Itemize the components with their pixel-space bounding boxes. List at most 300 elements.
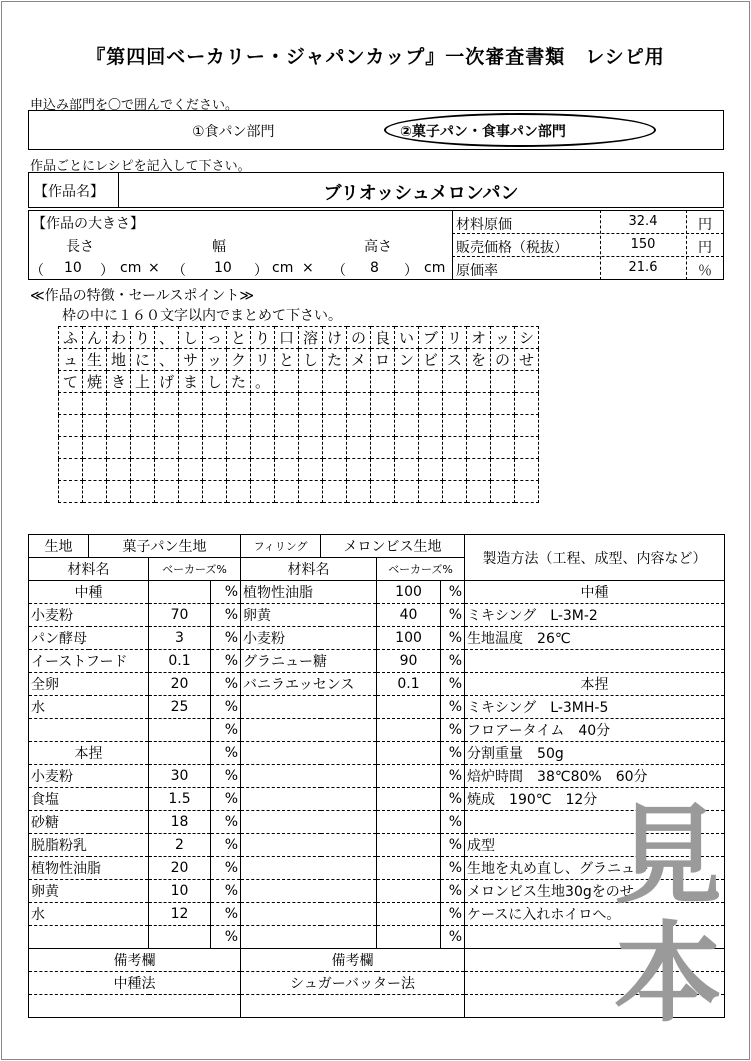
features-grid-cell[interactable] <box>131 437 155 459</box>
dough-percent[interactable] <box>149 926 211 949</box>
features-grid-cell[interactable]: け <box>323 327 347 349</box>
features-grid-cell[interactable] <box>467 415 491 437</box>
length-label: 長さ <box>66 239 94 255</box>
features-grid-cell[interactable]: た <box>227 371 251 393</box>
dough-percent[interactable]: 3 <box>149 627 211 650</box>
method-step[interactable] <box>465 650 725 673</box>
features-grid-cell[interactable] <box>515 481 539 503</box>
filling-bakers-percent-header: ベーカーズ% <box>377 558 465 581</box>
method-step[interactable]: メロンビス生地30gをのせ <box>465 880 725 903</box>
features-grid-cell[interactable] <box>419 415 443 437</box>
features-grid-cell[interactable]: ッ <box>491 327 515 349</box>
features-grid-cell[interactable]: 、 <box>155 327 179 349</box>
features-grid-cell[interactable] <box>299 415 323 437</box>
dough-percent[interactable]: 20 <box>149 673 211 696</box>
percent-sign: % <box>211 834 241 857</box>
features-grid-cell[interactable]: い <box>395 327 419 349</box>
filling-material[interactable] <box>241 742 377 765</box>
features-grid-cell[interactable]: っ <box>203 327 227 349</box>
filling-material[interactable]: 卵黄 <box>241 604 377 627</box>
features-grid-cell[interactable] <box>419 481 443 503</box>
features-grid-cell[interactable] <box>107 415 131 437</box>
dough-percent[interactable]: 70 <box>149 604 211 627</box>
filling-percent[interactable] <box>377 696 441 719</box>
sample-watermark: 見本 <box>613 794 722 1037</box>
remarks-dough[interactable]: 中種法 <box>29 972 241 995</box>
features-grid-cell[interactable]: し <box>299 349 323 371</box>
features-grid-cell[interactable] <box>251 393 275 415</box>
filling-material[interactable] <box>241 811 377 834</box>
features-grid-cell[interactable] <box>83 415 107 437</box>
features-grid-cell[interactable]: ン <box>395 349 419 371</box>
percent-sign: % <box>211 742 241 765</box>
features-grid-cell[interactable]: り <box>251 327 275 349</box>
percent-sign: % <box>441 742 465 765</box>
features-grid-cell[interactable]: 生 <box>83 349 107 371</box>
features-grid-cell[interactable] <box>443 415 467 437</box>
features-grid-cell[interactable]: げ <box>155 371 179 393</box>
features-grid-cell[interactable]: ッ <box>203 349 227 371</box>
cost-unit: 円 <box>698 217 712 233</box>
features-grid-cell[interactable] <box>515 371 539 393</box>
dough-material[interactable] <box>29 719 149 742</box>
features-grid-cell[interactable] <box>371 415 395 437</box>
features-grid-cell[interactable]: 地 <box>107 349 131 371</box>
dough-percent[interactable]: 1.5 <box>149 788 211 811</box>
features-grid-cell[interactable]: き <box>107 371 131 393</box>
features-grid-cell[interactable]: リ <box>251 349 275 371</box>
features-grid-cell[interactable] <box>491 459 515 481</box>
features-grid-cell[interactable]: ふ <box>59 327 83 349</box>
filling-percent[interactable] <box>377 857 441 880</box>
features-grid-row <box>59 371 539 393</box>
features-grid-cell[interactable] <box>227 393 251 415</box>
features-grid-cell[interactable] <box>347 481 371 503</box>
features-grid-cell[interactable] <box>299 459 323 481</box>
features-grid-cell[interactable]: せ <box>515 349 539 371</box>
percent-sign: % <box>441 788 465 811</box>
features-grid-cell[interactable] <box>275 481 299 503</box>
features-grid-cell[interactable] <box>107 459 131 481</box>
filling-percent[interactable]: 100 <box>377 627 441 650</box>
percent-sign: % <box>211 673 241 696</box>
features-grid-cell[interactable]: サ <box>179 349 203 371</box>
features-grid-cell[interactable]: ス <box>443 349 467 371</box>
dough-percent[interactable]: 20 <box>149 857 211 880</box>
features-grid-cell[interactable] <box>491 481 515 503</box>
features-grid-cell[interactable] <box>275 371 299 393</box>
filling-percent[interactable]: 90 <box>377 650 441 673</box>
features-grid-cell[interactable] <box>323 415 347 437</box>
filling-percent[interactable] <box>377 834 441 857</box>
features-grid-cell[interactable] <box>371 459 395 481</box>
features-grid-cell[interactable] <box>275 437 299 459</box>
features-grid-cell[interactable] <box>275 459 299 481</box>
features-grid-cell[interactable] <box>251 459 275 481</box>
method-step[interactable]: 焙炉時間 38℃80% 60分 <box>465 765 725 788</box>
features-grid-cell[interactable]: と <box>275 349 299 371</box>
department-instruction: 申込み部門を〇で囲んでください。 <box>30 98 239 113</box>
features-grid-cell[interactable] <box>419 393 443 415</box>
features-grid-cell[interactable] <box>443 371 467 393</box>
features-grid-cell[interactable] <box>59 437 83 459</box>
dough-material[interactable] <box>29 926 149 949</box>
features-grid-cell[interactable] <box>491 393 515 415</box>
dough-percent[interactable]: 30 <box>149 765 211 788</box>
features-grid-cell[interactable]: 上 <box>131 371 155 393</box>
features-grid-cell[interactable] <box>83 393 107 415</box>
unit-cm: cm <box>424 260 446 276</box>
width-value[interactable]: 10 <box>214 260 232 276</box>
features-grid-cell[interactable] <box>107 393 131 415</box>
features-grid-cell[interactable]: の <box>347 327 371 349</box>
dough-material[interactable]: 中種 <box>29 581 149 604</box>
method-step[interactable]: 生地を丸め直し、グラニュー <box>465 857 725 880</box>
features-grid-cell[interactable] <box>395 481 419 503</box>
filling-material[interactable]: 植物性油脂 <box>241 581 377 604</box>
features-grid-cell[interactable] <box>59 459 83 481</box>
filling-material[interactable] <box>241 788 377 811</box>
features-grid-row <box>59 349 539 371</box>
dough-material[interactable]: 小麦粉 <box>29 765 149 788</box>
bakers-percent-header: ベーカーズ% <box>149 558 241 581</box>
dough-material[interactable]: パン酵母 <box>29 627 149 650</box>
filling-percent[interactable] <box>377 880 441 903</box>
features-grid-row <box>59 481 539 503</box>
filling-material-header: 材料名 <box>241 558 377 581</box>
features-grid-cell[interactable]: ブ <box>419 327 443 349</box>
paren-close: ） <box>254 263 268 279</box>
features-grid-cell[interactable] <box>347 459 371 481</box>
features-grid-cell[interactable] <box>275 415 299 437</box>
features-grid-cell[interactable]: の <box>491 349 515 371</box>
percent-sign: % <box>441 811 465 834</box>
features-grid-row <box>59 393 539 415</box>
features-grid-cell[interactable] <box>299 437 323 459</box>
method-step[interactable]: フロアータイム 40分 <box>465 719 725 742</box>
dough-percent[interactable] <box>149 581 211 604</box>
features-grid-cell[interactable]: リ <box>443 327 467 349</box>
features-grid-cell[interactable] <box>155 437 179 459</box>
features-grid-cell[interactable] <box>131 393 155 415</box>
features-grid-cell[interactable] <box>107 437 131 459</box>
features-grid-cell[interactable] <box>251 437 275 459</box>
dough-material[interactable]: 水 <box>29 696 149 719</box>
filling-percent[interactable]: 40 <box>377 604 441 627</box>
features-grid-cell[interactable]: オ <box>467 327 491 349</box>
features-grid-cell[interactable] <box>155 481 179 503</box>
features-grid-cell[interactable] <box>179 393 203 415</box>
features-grid-cell[interactable]: を <box>467 349 491 371</box>
features-grid-cell[interactable]: ュ <box>59 349 83 371</box>
remarks-filling[interactable]: シュガーバッター法 <box>241 972 465 995</box>
method-step[interactable]: 生地温度 26℃ <box>465 627 725 650</box>
features-grid-cell[interactable] <box>443 437 467 459</box>
features-grid-cell[interactable] <box>419 459 443 481</box>
sale-price-value[interactable]: 150 <box>630 237 656 252</box>
filling-material[interactable] <box>241 834 377 857</box>
dough-material[interactable]: 植物性油脂 <box>29 857 149 880</box>
filling-percent[interactable] <box>377 788 441 811</box>
filling-percent[interactable] <box>377 811 441 834</box>
features-grid-cell[interactable] <box>323 459 347 481</box>
filling-percent[interactable] <box>377 765 441 788</box>
dough-material[interactable]: イーストフード <box>29 650 149 673</box>
features-grid-cell[interactable] <box>131 481 155 503</box>
percent-sign: % <box>211 627 241 650</box>
features-grid-cell[interactable] <box>371 393 395 415</box>
recipe-instruction: 作品ごとにレシピを記入して下さい。 <box>30 159 251 174</box>
features-grid-cell[interactable] <box>347 393 371 415</box>
dough-percent[interactable]: 0.1 <box>149 650 211 673</box>
features-grid-cell[interactable] <box>347 437 371 459</box>
dough-material[interactable]: 食塩 <box>29 788 149 811</box>
method-step[interactable]: ミキシング L-3MH-5 <box>465 696 725 719</box>
percent-sign: % <box>441 604 465 627</box>
filling-material[interactable] <box>241 926 377 949</box>
features-grid-cell[interactable] <box>491 415 515 437</box>
times-sign: × <box>302 260 314 276</box>
features-grid-cell[interactable] <box>467 459 491 481</box>
features-grid-cell[interactable] <box>59 415 83 437</box>
features-grid-cell[interactable] <box>203 437 227 459</box>
features-grid-cell[interactable]: り <box>131 327 155 349</box>
features-grid-cell[interactable]: 焼 <box>83 371 107 393</box>
features-grid-cell[interactable]: に <box>131 349 155 371</box>
filling-material[interactable] <box>241 719 377 742</box>
features-grid-cell[interactable]: 、 <box>155 349 179 371</box>
features-grid-cell[interactable]: シ <box>515 327 539 349</box>
method-step[interactable]: ミキシング L-3M-2 <box>465 604 725 627</box>
features-grid-cell[interactable] <box>443 459 467 481</box>
features-grid-cell[interactable]: 。 <box>251 371 275 393</box>
percent-sign: % <box>211 604 241 627</box>
percent-sign: % <box>211 581 241 604</box>
features-grid-cell[interactable] <box>83 459 107 481</box>
features-grid-cell[interactable] <box>275 393 299 415</box>
filling-material[interactable] <box>241 903 377 926</box>
method-step[interactable]: 中種 <box>465 581 725 604</box>
features-grid-cell[interactable] <box>227 481 251 503</box>
filling-percent[interactable]: 100 <box>377 581 441 604</box>
dough-material[interactable]: 水 <box>29 903 149 926</box>
recipe-row <box>29 696 725 719</box>
features-grid-cell[interactable] <box>59 481 83 503</box>
page-title: 『第四回ベーカリー・ジャパンカップ』一次審査書類 レシピ用 <box>86 46 665 68</box>
recipe-row <box>29 765 725 788</box>
unit-cm: cm <box>272 260 294 276</box>
features-grid-cell[interactable] <box>299 371 323 393</box>
filling-material[interactable]: グラニュー糖 <box>241 650 377 673</box>
dough-material[interactable]: 砂糖 <box>29 811 149 834</box>
percent-sign: % <box>441 857 465 880</box>
dough-percent[interactable]: 25 <box>149 696 211 719</box>
filling-percent[interactable] <box>377 719 441 742</box>
features-grid-cell[interactable] <box>179 437 203 459</box>
features-grid-cell[interactable] <box>155 459 179 481</box>
filling-material[interactable] <box>241 765 377 788</box>
recipe-row <box>29 719 725 742</box>
features-grid-cell[interactable] <box>323 481 347 503</box>
features-grid-cell[interactable] <box>131 459 155 481</box>
features-grid-cell[interactable] <box>347 371 371 393</box>
method-step[interactable]: 成型 <box>465 834 725 857</box>
features-grid-cell[interactable] <box>227 437 251 459</box>
dough-name[interactable]: 菓子パン生地 <box>89 535 241 558</box>
features-grid-cell[interactable] <box>83 481 107 503</box>
department-option-kashipan[interactable]: ②菓子パン・食事パン部門 <box>400 124 566 140</box>
features-grid-cell[interactable] <box>419 371 443 393</box>
features-grid-cell[interactable] <box>227 459 251 481</box>
features-grid-cell[interactable] <box>395 459 419 481</box>
department-option-shokupan[interactable]: ①食パン部門 <box>192 124 275 140</box>
features-grid-cell[interactable] <box>323 371 347 393</box>
features-grid-cell[interactable] <box>371 437 395 459</box>
features-grid-cell[interactable] <box>203 481 227 503</box>
features-grid-cell[interactable] <box>347 415 371 437</box>
features-grid-cell[interactable] <box>491 371 515 393</box>
features-grid-cell[interactable]: た <box>323 349 347 371</box>
features-grid-cell[interactable] <box>395 371 419 393</box>
recipe-row <box>29 581 725 604</box>
dough-material[interactable]: 本捏 <box>29 742 149 765</box>
unit-cm: cm <box>120 260 142 276</box>
features-grid-cell[interactable] <box>155 415 179 437</box>
features-grid-cell[interactable] <box>203 393 227 415</box>
features-grid-cell[interactable] <box>491 437 515 459</box>
features-grid-cell[interactable] <box>179 459 203 481</box>
filling-percent[interactable] <box>377 926 441 949</box>
method-step[interactable]: 本捏 <box>465 673 725 696</box>
features-grid-cell[interactable]: て <box>59 371 83 393</box>
features-grid-cell[interactable] <box>467 393 491 415</box>
dough-percent[interactable]: 2 <box>149 834 211 857</box>
features-grid-cell[interactable] <box>371 371 395 393</box>
features-grid-cell[interactable] <box>179 415 203 437</box>
features-grid-cell[interactable] <box>203 459 227 481</box>
filling-material[interactable] <box>241 880 377 903</box>
features-grid-cell[interactable] <box>299 393 323 415</box>
recipe-row <box>29 742 725 765</box>
features-grid-cell[interactable] <box>443 393 467 415</box>
material-cost-value[interactable]: 32.4 <box>628 214 658 229</box>
features-grid-cell[interactable] <box>203 415 227 437</box>
features-grid-cell[interactable]: メ <box>347 349 371 371</box>
dough-percent[interactable]: 10 <box>149 880 211 903</box>
percent-sign: % <box>441 650 465 673</box>
features-grid-cell[interactable] <box>299 481 323 503</box>
features-grid-cell[interactable] <box>515 459 539 481</box>
features-grid-cell[interactable]: 溶 <box>299 327 323 349</box>
method-step[interactable]: 分割重量 50g <box>465 742 725 765</box>
filling-percent[interactable]: 0.1 <box>377 673 441 696</box>
filling-percent[interactable] <box>377 903 441 926</box>
dough-percent[interactable]: 18 <box>149 811 211 834</box>
features-grid-cell[interactable] <box>323 437 347 459</box>
cost-unit: 円 <box>698 240 712 256</box>
product-name-value: ブリオッシュメロンパン <box>323 183 519 204</box>
features-grid-cell[interactable]: ロ <box>371 349 395 371</box>
features-grid-cell[interactable]: ん <box>83 327 107 349</box>
features-grid-cell[interactable] <box>227 415 251 437</box>
height-value[interactable]: 8 <box>370 260 379 276</box>
method-step[interactable]: ケースに入れホイロへ。 <box>465 903 725 926</box>
filling-material[interactable] <box>241 857 377 880</box>
features-grid-cell[interactable] <box>515 393 539 415</box>
features-grid-cell[interactable] <box>395 415 419 437</box>
features-grid-cell[interactable]: 良 <box>371 327 395 349</box>
remarks-dough-blank[interactable] <box>29 995 241 1018</box>
features-grid-cell[interactable] <box>395 393 419 415</box>
features-grid-cell[interactable]: し <box>179 327 203 349</box>
filling-material[interactable]: バニラエッセンス <box>241 673 377 696</box>
features-grid-cell[interactable]: ま <box>179 371 203 393</box>
features-grid-cell[interactable] <box>467 371 491 393</box>
dough-percent[interactable]: 12 <box>149 903 211 926</box>
features-grid-cell[interactable] <box>395 437 419 459</box>
features-grid-cell[interactable] <box>443 481 467 503</box>
percent-sign: % <box>441 581 465 604</box>
filling-name[interactable]: メロンビス生地 <box>321 535 465 558</box>
dough-material[interactable]: 全卵 <box>29 673 149 696</box>
features-grid-cell[interactable] <box>107 481 131 503</box>
length-value[interactable]: 10 <box>64 260 82 276</box>
features-grid-cell[interactable]: ビ <box>419 349 443 371</box>
filling-material[interactable]: 小麦粉 <box>241 627 377 650</box>
percent-sign: % <box>211 926 241 949</box>
features-grid-cell[interactable]: 口 <box>275 327 299 349</box>
features-grid-cell[interactable] <box>155 393 179 415</box>
cost-unit: ％ <box>698 263 712 279</box>
features-grid-cell[interactable] <box>179 481 203 503</box>
dough-label: 生地 <box>29 535 89 558</box>
features-grid-cell[interactable] <box>59 393 83 415</box>
features-grid-cell[interactable]: し <box>203 371 227 393</box>
divider <box>452 210 453 280</box>
dough-material[interactable]: 卵黄 <box>29 880 149 903</box>
features-grid-cell[interactable] <box>419 437 443 459</box>
features-text-grid[interactable] <box>58 326 539 503</box>
dough-material[interactable]: 脱脂粉乳 <box>29 834 149 857</box>
features-grid-cell[interactable]: と <box>227 327 251 349</box>
features-grid-cell[interactable] <box>515 437 539 459</box>
filling-material[interactable] <box>241 696 377 719</box>
features-grid-cell[interactable] <box>515 415 539 437</box>
remarks-label-dough: 備考欄 <box>29 949 241 972</box>
features-grid-cell[interactable] <box>83 437 107 459</box>
percent-sign: % <box>441 903 465 926</box>
features-grid-cell[interactable] <box>371 481 395 503</box>
cost-rate-value[interactable]: 21.6 <box>628 260 658 275</box>
dough-percent[interactable] <box>149 719 211 742</box>
features-grid-cell[interactable] <box>251 415 275 437</box>
dough-percent[interactable] <box>149 742 211 765</box>
features-grid-cell[interactable]: わ <box>107 327 131 349</box>
features-grid-cell[interactable] <box>131 415 155 437</box>
filling-label: フィリング <box>241 535 321 558</box>
filling-percent[interactable] <box>377 742 441 765</box>
features-grid-cell[interactable]: ク <box>227 349 251 371</box>
features-grid-cell[interactable] <box>467 481 491 503</box>
recipe-row <box>29 650 725 673</box>
features-grid-cell[interactable] <box>323 393 347 415</box>
features-grid-cell[interactable] <box>251 481 275 503</box>
remarks-filling-blank[interactable] <box>241 995 465 1018</box>
dough-material[interactable]: 小麦粉 <box>29 604 149 627</box>
features-grid-cell[interactable] <box>467 437 491 459</box>
method-step[interactable]: 焼成 190℃ 12分 <box>465 788 725 811</box>
sale-price-label: 販売価格（税抜） <box>456 240 568 256</box>
